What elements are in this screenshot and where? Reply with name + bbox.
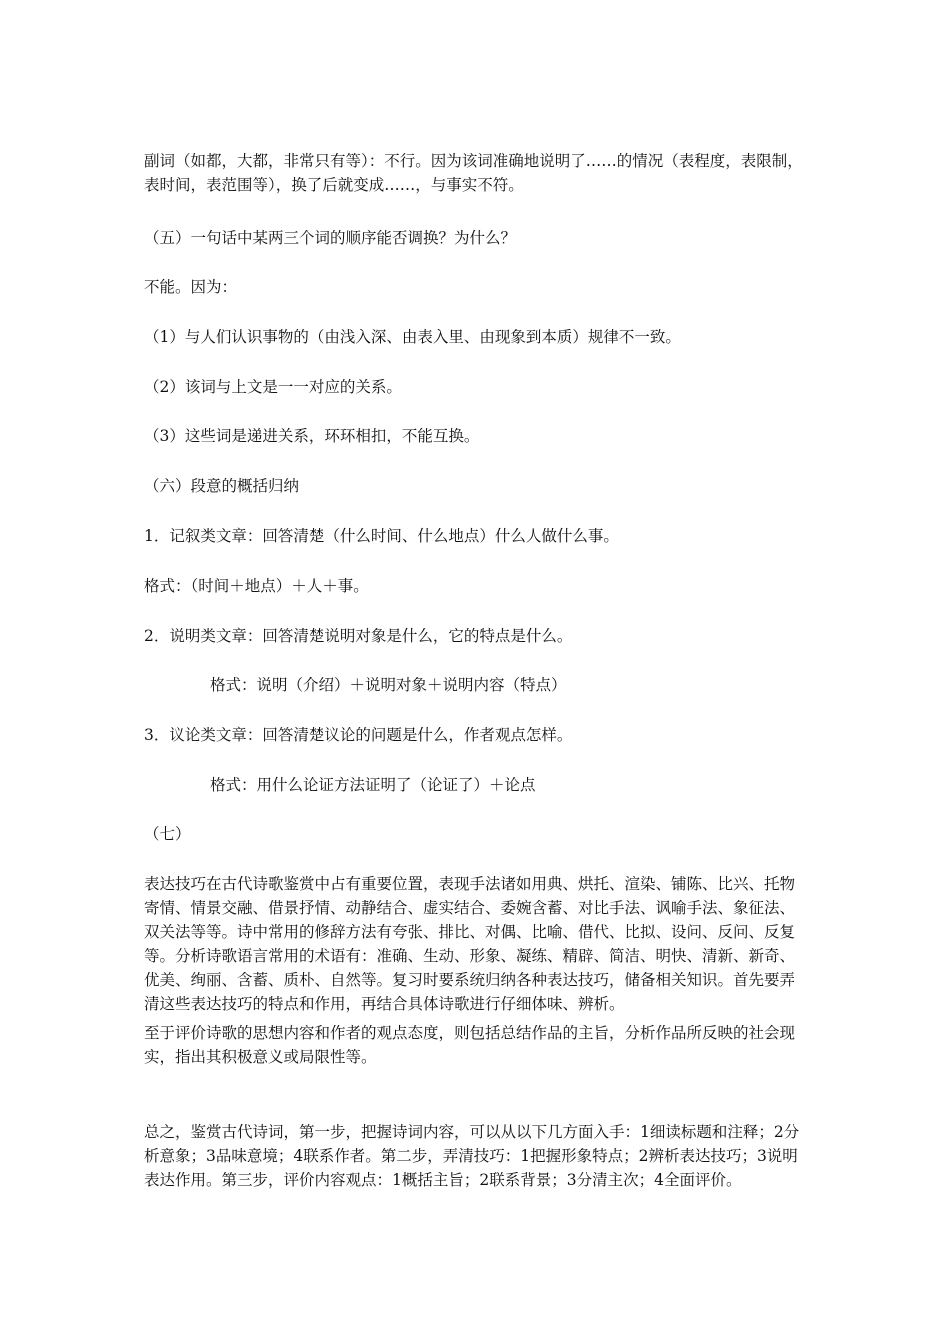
list-item-argumentative: 3．议论类文章：回答清楚议论的问题是什么，作者观点怎样。: [144, 726, 573, 744]
heading-section-6: （六）段意的概括归纳: [144, 477, 300, 495]
format-argumentative: 格式：用什么论证方法证明了（论证了）＋论点: [210, 776, 536, 794]
format-expository: 格式：说明（介绍）＋说明对象＋说明内容（特点）: [210, 676, 567, 694]
list-item-reason-2: （2）该词与上文是一一对应的关系。: [144, 378, 402, 396]
heading-section-7: （七）: [144, 825, 191, 843]
list-item-reason-1: （1）与人们认识事物的（由浅入深、由表入里、由现象到本质）规律不一致。: [144, 328, 681, 346]
paragraph-adverb-answer: 副词（如都，大都，非常只有等）：不行。因为该词准确地说明了……的情况（表程度，表限制，表时间，表范围等），换了后就变成……，与事实不符。: [144, 152, 803, 194]
format-narrative: 格式：（时间＋地点）＋人＋事。: [144, 577, 369, 595]
list-item-narrative: 1．记叙类文章：回答清楚（什么时间、什么地点）什么人做什么事。: [144, 527, 619, 545]
list-item-reason-3: （3）这些词是递进关系，环环相扣，不能互换。: [144, 427, 480, 445]
paragraph-cannot-because: 不能。因为：: [144, 278, 238, 296]
heading-section-5: （五）一句话中某两三个词的顺序能否调换？为什么？: [144, 229, 517, 247]
paragraph-evaluation: 至于评价诗歌的思想内容和作者的观点态度，则包括总结作品的主旨，分析作品所反映的社会现实，指出其积极意义或局限性等。: [144, 1024, 796, 1066]
paragraph-expression-techniques: 表达技巧在古代诗歌鉴赏中占有重要位置，表现手法诸如用典、烘托、渲染、铺陈、比兴、托物寄情、情景交融、借景抒情、动静结合、虚实结合、委婉含蓄、对比手法、讽喻手法、象征法、双关法等等。诗中常用的修辞方法有夸张、排比、对偶、比喻、借代、比拟、设问、反问、反复等。分析诗歌语言常用的术语有：准确、生动、形象、凝练、精辟、简洁、明快、清新、新奇、优美、绚丽、含蓄、质朴、自然等。复习时要系统归纳各种表达技巧，储备相关知识。首先要弄清这些表达技巧的特点和作用，再结合具体诗歌进行仔细体味、辨析。: [144, 875, 796, 1013]
paragraph-summary: 总之，鉴赏古代诗词，第一步，把握诗词内容，可以从以下几方面入手：1细读标题和注释；2分析意象；3品味意境；4联系作者。第二步，弄清技巧：1把握形象特点；2辨析表达技巧；3说明表达作用。第三步，评价内容观点：1概括主旨；2联系背景；3分清主次；4全面评价。: [144, 1123, 800, 1189]
list-item-expository: 2．说明类文章：回答清楚说明对象是什么，它的特点是什么。: [144, 627, 573, 645]
